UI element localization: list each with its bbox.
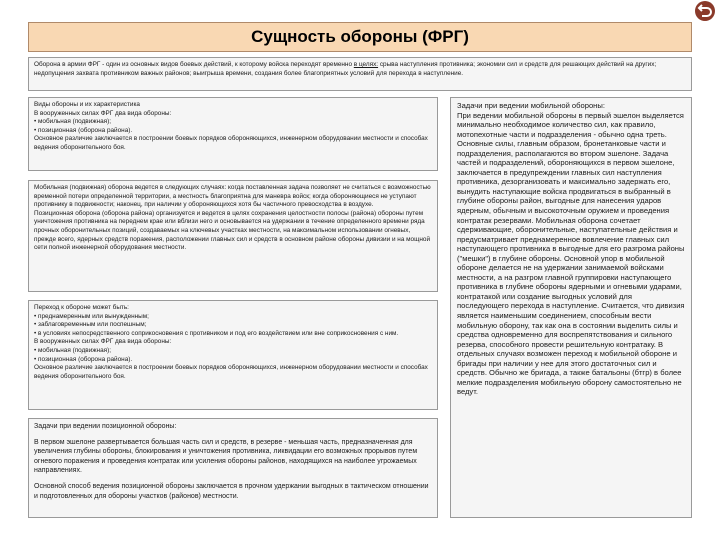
intro-text (34, 61, 686, 78)
page-title: Сущность обороны (ФРГ) (251, 27, 469, 46)
intro-box (28, 57, 692, 91)
transition-text: Переход к обороне может быть: • преднамеренным или вынужденным; • заблаговременным или поспешным; • в условиях непосредственного соприкосновения с противником и под его воздействием или вне соприкосновения с ним. В вооруженных силах ФРГ два вида обороны: • мобильная (подвижная); • позиционная (оборона района). Основное различие заключается в построении боевых порядков обороняющихся, инженерном оборудовании местности и способах ведения оборонительного боя. (34, 304, 428, 380)
positional-tasks-heading: Задачи при ведении позиционной обороны: (34, 423, 177, 430)
mobile-tasks-text: Задачи при ведении мобильной обороны: При ведении мобильной обороны в первый эшелон выделяется минимально необходимое количество сил, как правило, мотопехотные части и подразделения - обычно одна треть. Основные силы, главным образом, бронетанковые части и подразделения, располагаются во втором эшелоне. Задача частей и подразделений, обороняющихся в первом эшелоне, заключается в предупреждении главных сил наступления противника, дезорганизовать и максимально задержать его, вынудить наступающие войска продвигаться в выбранный в глубине обороны район, выгодные для нанесения ударов ядерным, обычным и высокоточным оружием и проведения контратак резервами. Мобильная оборона сочетает сдерживающие, оборонительные, наступательные действия и предусматривает преднамеренное вовлечение главных сил наступающего противника в выгодные для его разгрома районы ("мешки") в глубине обороны. Основной упор в мобильной обороне делается не на удержании занимаемой войсками местности, а на разгром главной группировки наступающего противника в глубине обороны ядерными и огневыми ударами, контратакой или создание выгодных условий для последующего перехода в наступление. Считается, что дивизия является наименьшим соединением, способным вести мобильную оборону, так как она в состоянии выделить силы и средства одновременно для воспрепятствования и сильного резерва, способного провести решительную контратаку. В отдельных случаях возможен переход к мобильной обороне и бригады при наличии у нее для этого достаточных сил и средств. Обычно же бригада, а также батальоны (бтгр) в более мелкие подразделения мобильную оборону самостоятельно не ведут. (457, 101, 685, 397)
defense-types-text: Виды обороны и их характеристика В вооруженных силах ФРГ два вида обороны: • мобильная (подвижная); • позиционная (оборона района). Основное различие заключается в построении боевых порядков обороняющихся, инженерном оборудовании местности и способах ведения оборонительного боя. (34, 101, 428, 151)
defense-types-box (28, 97, 438, 171)
mobile-defense-text: Мобильная (подвижная) оборона ведется в следующих случаях: когда поставленная задача позволяет не считаться с возможностью временной потери определенной территории, а местность благоприятна для маневра войск; когда обороняющиеся не уступают противнику в подвижности; наконец, при наличии у обороняющихся хотя бы частичного превосходства в воздухе. Позиционная оборона (оборона района) организуется и ведется в целях сохранения целостности полосы (района) обороны путем уничтожения противника на переднем крае или вблизи него и основывается на удержании в течение определенного времени ряда прочных оборонительных позиций, создаваемых на ключевых участках местности, на максимальном использовании огневых, прежде всего, ядерных средств поражения, расположении главных сил и средств в основном районе обороны дивизии и на мощной сети полной инженерной оборудования местности. (34, 184, 431, 252)
return-arrow-icon[interactable] (694, 0, 716, 22)
positional-tasks-box (28, 418, 438, 518)
intro-text-after: срыва наступления противника; экономии сил и средств для решающих действий на других; недопущения захвата противником важных районов; выигрыша времени, создания более благоприятных условий для перехода в наступление. (34, 61, 657, 77)
intro-text-underlined: в целях: (353, 61, 379, 68)
transition-box (28, 300, 438, 410)
title-bar (28, 22, 692, 52)
positional-tasks-para-1: В первом эшелоне развертывается большая часть сил и средств, в резерве - меньшая часть, предназначенная для увеличения глубины обороны, блокирования и уничтожения противника, ликвидации его возможных прорывов путем огневого поражения и проведения контратак или усиления обороны районов, находящихся на наиболее угрожаемых направлениях. (34, 438, 418, 475)
mobile-tasks-box (450, 97, 692, 518)
mobile-defense-box (28, 180, 438, 292)
intro-text-before: Оборона в армии ФРГ - один из основных видов боевых действий, к которому войска переходят временно (34, 61, 354, 68)
positional-tasks-para-2: Основной способ ведения позиционной обороны заключается в прочном удержании выгодных в тактическом отношении и подготовленных для обороны участков (районов) местности. (34, 482, 429, 500)
